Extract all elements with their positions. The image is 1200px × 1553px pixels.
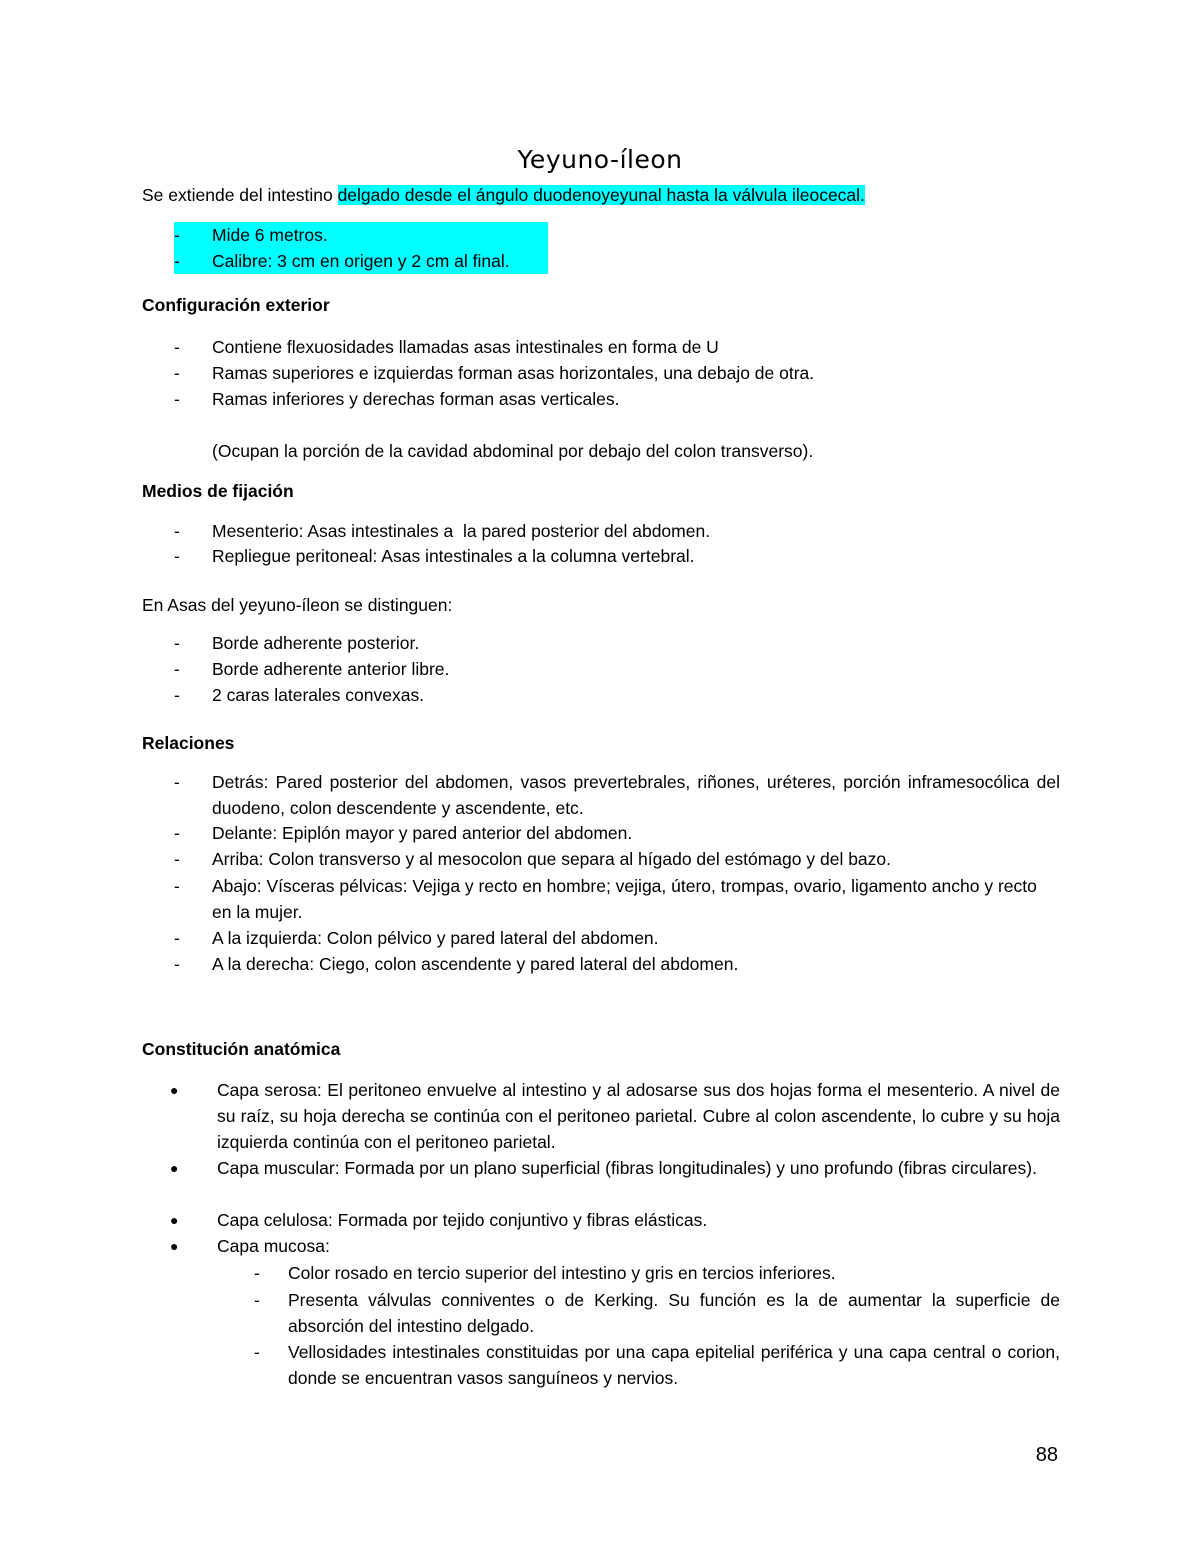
bullet-item: ● Capa muscular: Formada por un plano superficial (fibras longitudinales) y uno profundo (fibras circulares). <box>170 1155 1060 1181</box>
list-item: - A la derecha: Ciego, colon ascendente y pared lateral del abdomen. <box>174 951 1060 977</box>
dash-marker: - <box>254 1342 260 1362</box>
list-item: - Ramas inferiores y derechas forman asas verticales. <box>174 386 1060 412</box>
dash-marker: - <box>174 928 180 948</box>
fact-item: - Mide 6 metros. <box>174 222 1060 248</box>
list-item: - Detrás: Pared posterior del abdomen, vasos prevertebrales, riñones, uréteres, porción inframesocólica del duodeno, colon descendente y ascendente, etc. <box>174 769 1060 821</box>
dash-marker: - <box>174 363 180 383</box>
page-number: 88 <box>1035 1444 1058 1466</box>
sub-list-item: - Vellosidades intestinales constituidas por una capa epitelial periférica y una capa central o corion, donde se encuentran vasos sanguíneos y nervios. <box>254 1339 1060 1391</box>
dash-marker: - <box>254 1263 260 1283</box>
list-item: - Borde adherente anterior libre. <box>174 656 1060 682</box>
bullet-item: ● Capa mucosa: <box>170 1233 1060 1259</box>
list-item: - Abajo: Vísceras pélvicas: Vejiga y recto en hombre; vejiga, útero, trompas, ovario, ligamento ancho y recto en la mujer. <box>174 873 1060 925</box>
intro-plain-text: Se extiende del intestino <box>142 185 338 205</box>
list-item: - Repliegue peritoneal: Asas intestinales a la columna vertebral. <box>174 543 1060 569</box>
dash-marker: - <box>174 849 180 869</box>
dash-marker: - <box>174 876 180 896</box>
dash-marker: - <box>174 546 180 566</box>
bullet-item: ● Capa celulosa: Formada por tejido conjuntivo y fibras elásticas. <box>170 1207 1060 1233</box>
list-item: - A la izquierda: Colon pélvico y pared lateral del abdomen. <box>174 925 1060 951</box>
dash-marker: - <box>174 685 180 705</box>
sub-list-item: - Presenta válvulas conniventes o de Kerking. Su función es la de aumentar la superficie de absorción del intestino delgado. <box>254 1287 1060 1339</box>
fact-item: - Calibre: 3 cm en origen y 2 cm al final. <box>174 248 1060 274</box>
list-item: - Arriba: Colon transverso y al mesocolon que separa al hígado del estómago y del bazo. <box>174 846 1060 872</box>
dash-marker: - <box>174 225 180 245</box>
bullet-icon: ● <box>170 1082 179 1098</box>
dash-marker: - <box>174 659 180 679</box>
asas-intro: En Asas del yeyuno-íleon se distinguen: <box>142 595 453 615</box>
section-heading-constitucion: Constitución anatómica <box>142 1039 341 1059</box>
list-item: - Contiene flexuosidades llamadas asas intestinales en forma de U <box>174 334 1060 360</box>
dash-marker: - <box>174 954 180 974</box>
dash-marker: - <box>174 337 180 357</box>
section-heading-configuracion: Configuración exterior <box>142 295 330 315</box>
dash-marker: - <box>174 389 180 409</box>
list-item: - Ramas superiores e izquierdas forman asas horizontales, una debajo de otra. <box>174 360 1060 386</box>
list-item: - Delante: Epiplón mayor y pared anterior del abdomen. <box>174 820 1060 846</box>
dash-marker: - <box>174 772 180 792</box>
bullet-item: ● Capa serosa: El peritoneo envuelve al intestino y al adosarse sus dos hojas forma el mesenterio. A nivel de su raíz, su hoja derecha se continúa con el peritoneo parietal. Cubre al colon ascendente, lo cubre y su hoja izquierda continúa con el peritoneo parietal. <box>170 1077 1060 1155</box>
bullet-icon: ● <box>170 1212 179 1228</box>
list-item: - 2 caras laterales convexas. <box>174 682 1060 708</box>
intro-highlighted-text: delgado desde el ángulo duodenoyeyunal hasta la válvula ileocecal. <box>337 185 865 205</box>
list-item: - Mesenterio: Asas intestinales a la pared posterior del abdomen. <box>174 518 1060 544</box>
dash-marker: - <box>174 521 180 541</box>
dash-marker: - <box>174 823 180 843</box>
config-note: (Ocupan la porción de la cavidad abdominal por debajo del colon transverso). <box>212 441 814 461</box>
bullet-icon: ● <box>170 1160 179 1176</box>
dash-marker: - <box>174 633 180 653</box>
intro-paragraph <box>142 182 865 208</box>
section-heading-fijacion: Medios de fijación <box>142 481 294 501</box>
list-item: - Borde adherente posterior. <box>174 630 1060 656</box>
sub-list-item: - Color rosado en tercio superior del intestino y gris en tercios inferiores. <box>254 1260 1060 1286</box>
bullet-icon: ● <box>170 1238 179 1254</box>
dash-marker: - <box>174 251 180 271</box>
dash-marker: - <box>254 1290 260 1310</box>
page-title: Yeyuno-íleon <box>517 145 683 174</box>
section-heading-relaciones: Relaciones <box>142 733 235 753</box>
